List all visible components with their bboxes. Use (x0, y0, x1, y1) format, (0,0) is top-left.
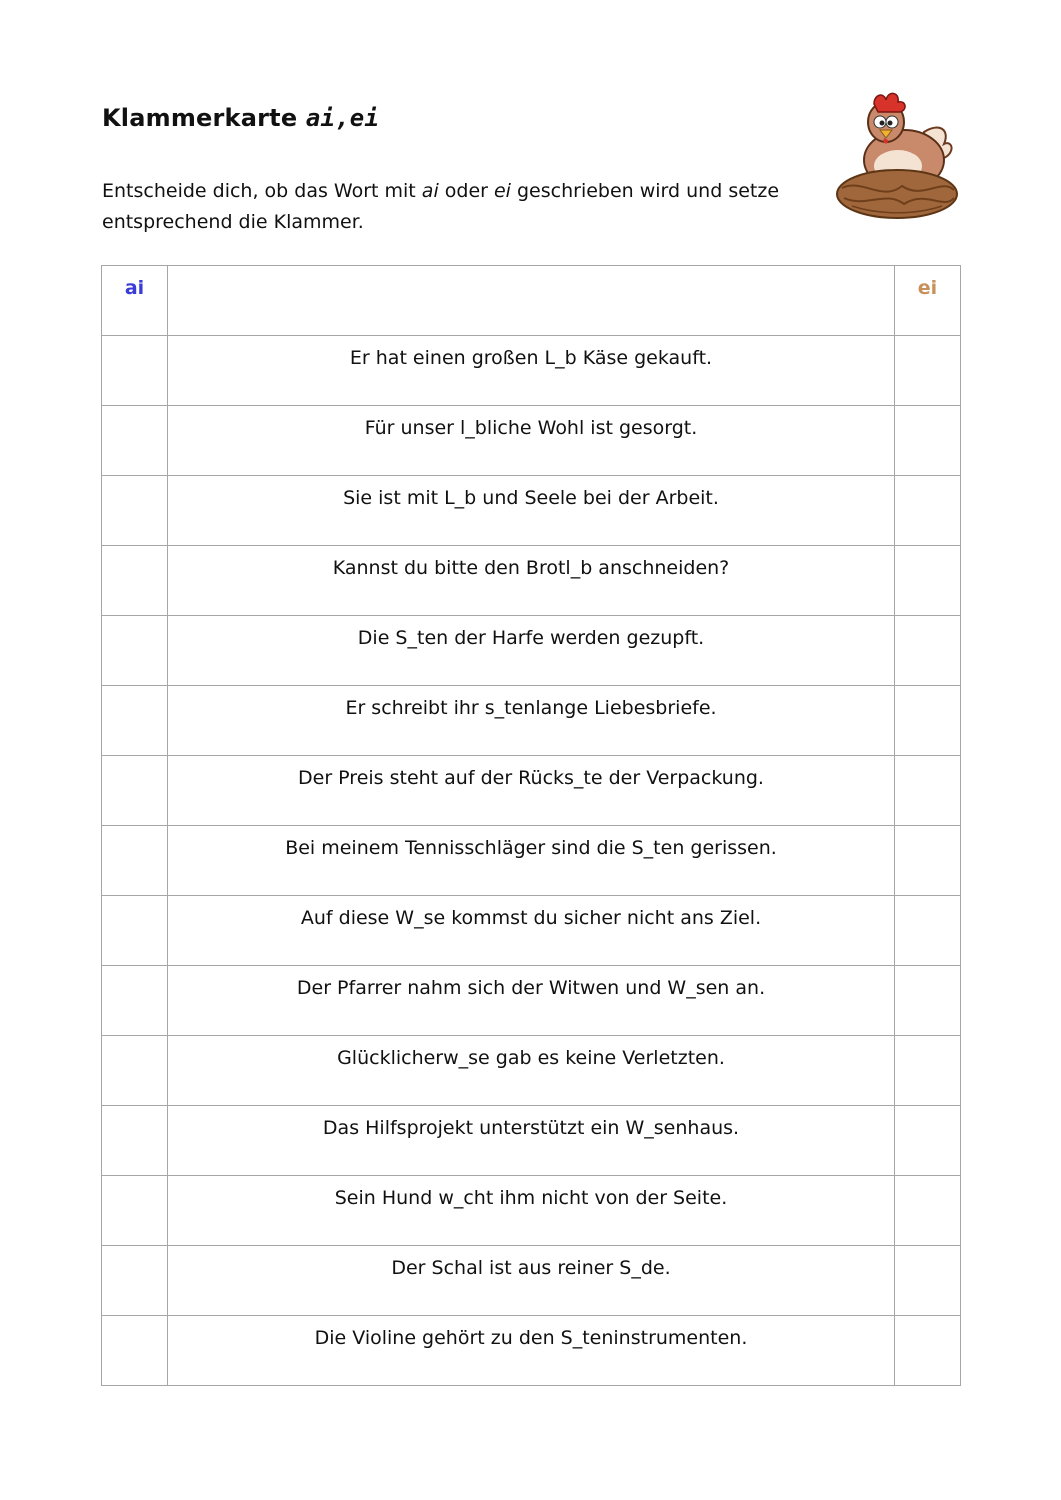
ai-clip-cell[interactable] (102, 1316, 168, 1386)
table-row (102, 406, 961, 476)
ai-clip-cell[interactable] (102, 826, 168, 896)
sentence-cell: Die Violine gehört zu den S_teninstrumenten. (168, 1316, 895, 1386)
table-row (102, 336, 961, 406)
ai-clip-cell[interactable] (102, 1036, 168, 1106)
instruction-text (102, 176, 832, 238)
sentence-cell: Er hat einen großen L_b Käse gekauft. (168, 336, 895, 406)
table-row (102, 756, 961, 826)
title-main: Klammerkarte (102, 104, 298, 132)
ei-clip-cell[interactable] (895, 1176, 961, 1246)
ai-clip-cell[interactable] (102, 896, 168, 966)
table-row (102, 1246, 961, 1316)
ei-clip-cell[interactable] (895, 826, 961, 896)
ei-clip-cell[interactable] (895, 616, 961, 686)
sentence-cell: Sein Hund w_cht ihm nicht von der Seite. (168, 1176, 895, 1246)
ai-clip-cell[interactable] (102, 336, 168, 406)
table-header-row (102, 266, 961, 336)
column-header-ei: ei (895, 266, 961, 336)
sentence-cell: Der Schal ist aus reiner S_de. (168, 1246, 895, 1316)
table-row (102, 476, 961, 546)
ei-clip-cell[interactable] (895, 1036, 961, 1106)
sentence-cell: Auf diese W_se kommst du sicher nicht ans Ziel. (168, 896, 895, 966)
ei-clip-cell[interactable] (895, 336, 961, 406)
sentence-cell: Er schreibt ihr s_tenlange Liebesbriefe. (168, 686, 895, 756)
ai-clip-cell[interactable] (102, 1246, 168, 1316)
table-row (102, 1316, 961, 1386)
table-row (102, 1106, 961, 1176)
ai-clip-cell[interactable] (102, 1176, 168, 1246)
sentence-cell: Der Pfarrer nahm sich der Witwen und W_sen an. (168, 966, 895, 1036)
table-row (102, 1036, 961, 1106)
table-row (102, 616, 961, 686)
sentence-cell: Kannst du bitte den Brotl_b anschneiden? (168, 546, 895, 616)
table-row (102, 686, 961, 756)
ei-clip-cell[interactable] (895, 476, 961, 546)
sentence-cell: Die S_ten der Harfe werden gezupft. (168, 616, 895, 686)
sentence-cell: Bei meinem Tennisschläger sind die S_ten gerissen. (168, 826, 895, 896)
page-title (102, 104, 379, 132)
ei-clip-cell[interactable] (895, 756, 961, 826)
ei-clip-cell[interactable] (895, 406, 961, 476)
instruction-option-ai: ai (421, 180, 439, 202)
instruction-part3: geschrieben wird und setze entsprechend die Klammer. (102, 180, 780, 233)
ai-clip-cell[interactable] (102, 686, 168, 756)
sentence-cell: Glücklicherw_se gab es keine Verletzten. (168, 1036, 895, 1106)
ei-clip-cell[interactable] (895, 966, 961, 1036)
column-header-ai: ai (102, 266, 168, 336)
ei-clip-cell[interactable] (895, 686, 961, 756)
ai-clip-cell[interactable] (102, 966, 168, 1036)
ei-clip-cell[interactable] (895, 896, 961, 966)
table-row (102, 546, 961, 616)
ei-clip-cell[interactable] (895, 1106, 961, 1176)
table-row (102, 896, 961, 966)
instruction-part1: Entscheide dich, ob das Wort mit (102, 180, 422, 202)
sentence-cell: Für unser l_bliche Wohl ist gesorgt. (168, 406, 895, 476)
ai-clip-cell[interactable] (102, 616, 168, 686)
ei-clip-cell[interactable] (895, 1316, 961, 1386)
sentence-cell: Der Preis steht auf der Rücks_te der Verpackung. (168, 756, 895, 826)
hen-on-nest-icon (832, 82, 962, 230)
title-letters: ai,ei (305, 104, 380, 132)
table-row (102, 1176, 961, 1246)
ei-clip-cell[interactable] (895, 1246, 961, 1316)
ai-clip-cell[interactable] (102, 476, 168, 546)
ai-clip-cell[interactable] (102, 546, 168, 616)
ai-clip-cell[interactable] (102, 756, 168, 826)
table-row (102, 966, 961, 1036)
ai-clip-cell[interactable] (102, 1106, 168, 1176)
ai-clip-cell[interactable] (102, 406, 168, 476)
column-header-empty (168, 266, 895, 336)
sorting-table (101, 265, 961, 1386)
instruction-part2: oder (438, 180, 494, 202)
table-row (102, 826, 961, 896)
instruction-option-ei: ei (493, 180, 511, 202)
sentence-cell: Das Hilfsprojekt unterstützt ein W_senhaus. (168, 1106, 895, 1176)
ei-clip-cell[interactable] (895, 546, 961, 616)
sentence-cell: Sie ist mit L_b und Seele bei der Arbeit. (168, 476, 895, 546)
